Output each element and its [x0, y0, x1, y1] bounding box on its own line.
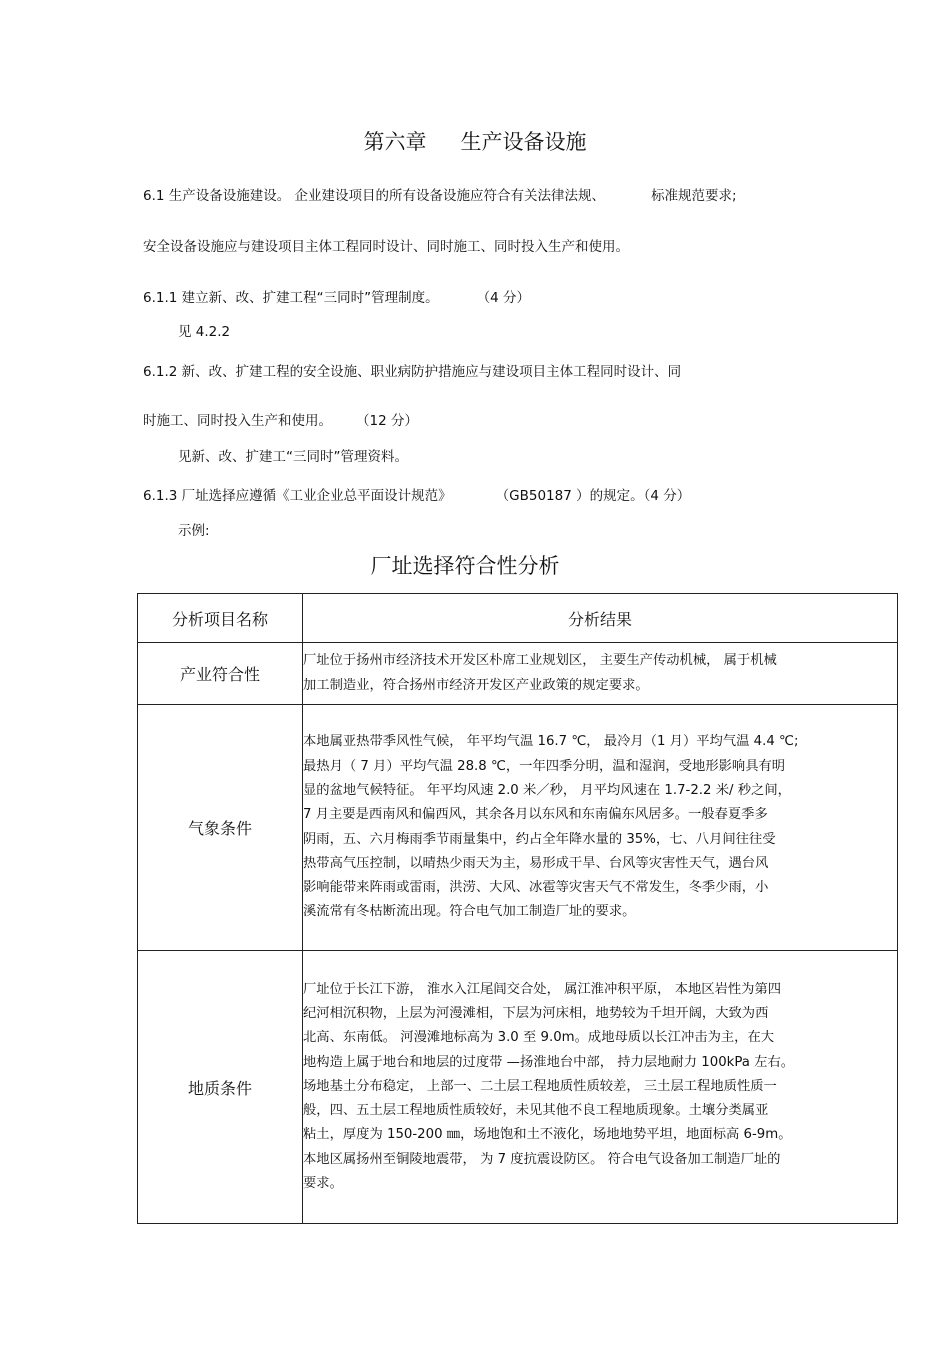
result-line: 影响能带来阵雨或雷雨，洪涝、大风、冰雹等灾害天气不常发生，冬季少雨，小 — [303, 880, 769, 896]
table-title: 厂址选择符合性分析 — [370, 554, 560, 578]
table-row — [138, 705, 898, 951]
header-result: 分析结果 — [303, 594, 898, 643]
result-line: 北高、东南低。 河漫滩地标高为 3.0 至 9.0m。成地母质以长江冲击为主，在大 — [303, 1030, 775, 1046]
result-line: 本地区属扬州至铜陵地震带， 为 7 度抗震设防区。 符合电气设备加工制造厂址的 — [303, 1151, 781, 1167]
result-line: 热带高气压控制，以晴热少雨天为主，易形成干旱、台风等灾害性天气，遇台风 — [303, 855, 769, 871]
table-header-row — [138, 594, 898, 643]
row-name: 地质条件 — [138, 951, 303, 1224]
table-row — [138, 951, 898, 1224]
result-line: 加工制造业，符合扬州市经济开发区产业政策的规定要求。 — [303, 677, 649, 693]
result-line: 要求。 — [303, 1176, 343, 1192]
example-label: 示例: — [178, 523, 210, 539]
row-name: 产业符合性 — [138, 643, 303, 705]
paragraph-6-1-1-score: （4 分） — [476, 290, 531, 306]
row-result — [303, 705, 898, 951]
result-line: 厂址位于长江下游， 淮水入江尾闾交合处， 属江淮冲积平原， 本地区岩性为第四 — [303, 981, 782, 997]
paragraph-6-1-1-text: 6.1.1 建立新、改、扩建工程“三同时”管理制度。 — [143, 290, 439, 306]
chapter-heading — [0, 126, 950, 156]
paragraph-6-1-1 — [143, 286, 530, 306]
paragraph-6-1-continued: 安全设备设施应与建设项目主体工程同时设计、同时施工、同时投入生产和使用。 — [143, 239, 629, 255]
result-line: 7 月主要是西南风和偏西风，其余各月以东风和东南偏东风居多。一般春夏季多 — [303, 807, 768, 823]
result-line: 显的盆地气候特征。 年平均风速 2.0 米／秒， 月平均风速在 1.7-2.2 米/ 秒之间， — [303, 782, 791, 798]
result-line: 厂址位于扬州市经济技术开发区朴席工业规划区， 主要生产传动机械， 属于机械 — [303, 653, 777, 669]
result-line: 阴雨，五、六月梅雨季节雨量集中，约占全年降水量的 35%，七、八月间往往受 — [303, 831, 776, 847]
paragraph-6-1-2-continued — [143, 409, 418, 429]
result-line: 地构造上属于地台和地层的过度带 —扬淮地台中部， 持力层地耐力 100kPa 左右。 — [303, 1054, 795, 1070]
paragraph-6-1-part-a: 6.1 生产设备设施建设。 企业建设项目的所有设备设施应符合有关法律法规、 — [143, 188, 606, 204]
chapter-title: 生产设备设施 — [460, 130, 587, 154]
paragraph-6-1-3-text: 6.1.3 厂址选择应遵循《工业企业总平面设计规范》 — [143, 488, 452, 504]
site-selection-table — [137, 593, 898, 1224]
paragraph-6-1-3-standard: （GB50187 ）的规定。（4 分） — [495, 488, 691, 504]
header-item-name: 分析项目名称 — [138, 594, 303, 643]
row-result — [303, 951, 898, 1224]
chapter-number: 第六章 — [363, 130, 427, 154]
paragraph-6-1 — [143, 184, 737, 204]
paragraph-6-1-2-cont-text: 时施工、同时投入生产和使用。 — [143, 413, 332, 429]
result-line: 最热月（ 7 月）平均气温 28.8 ℃，一年四季分明，温和湿润，受地形影响具有明 — [303, 758, 786, 774]
row-result — [303, 643, 898, 705]
result-line: 本地属亚热带季风性气候， 年平均气温 16.7 ℃， 最冷月（1 月）平均气温 4.4 ℃; — [303, 734, 799, 750]
result-line: 般，四、五土层工程地质性质较好，未见其他不良工程地质现象。土壤分类属亚 — [303, 1103, 769, 1119]
paragraph-6-1-2-score: （12 分） — [356, 413, 418, 429]
result-line: 纪河相沉积物，上层为河漫滩相，下层为河床相，地势较为千坦开阔，大致为西 — [303, 1005, 769, 1021]
result-line: 溪流常有冬枯断流出现。符合电气加工制造厂址的要求。 — [303, 904, 636, 920]
paragraph-6-1-3 — [143, 484, 690, 504]
result-line: 粘土，厚度为 150-200 ㎜，场地饱和土不液化，场地地势平坦，地面标高 6-9m。 — [303, 1127, 792, 1143]
row-name: 气象条件 — [138, 705, 303, 951]
result-line: 场地基土分布稳定， 上部一、二土层工程地质性质较差， 三土层工程地质性质一 — [303, 1078, 777, 1094]
reference-three-simultaneity: 见新、改、扩建工“三同时”管理资料。 — [178, 449, 408, 465]
paragraph-6-1-2: 6.1.2 新、改、扩建工程的安全设施、职业病防护措施应与建设项目主体工程同时设计、同 — [143, 364, 682, 380]
table-row — [138, 643, 898, 705]
reference-4-2-2: 见 4.2.2 — [178, 324, 231, 340]
paragraph-6-1-part-b: 标准规范要求; — [651, 188, 737, 204]
